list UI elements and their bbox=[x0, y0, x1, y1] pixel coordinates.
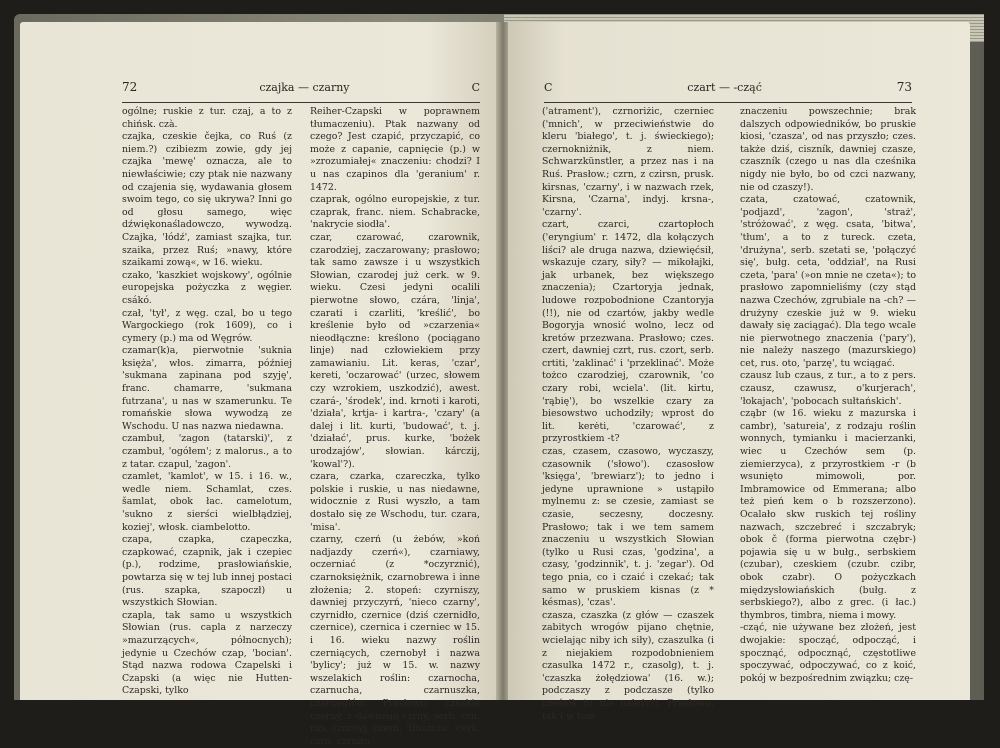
right-page bbox=[508, 22, 970, 722]
entry: znaczeniu powszechnie; brak dalszych odpowiedników, bo pruskie kiosi, 'czasza', od nas przyszło; czes. także dziś, ciszník, dawniej czasze, czaszník (czego u nas dla cześnika nigdy nie było, bo od czci nazwany, nie od czaszy!). bbox=[740, 106, 916, 193]
left-page-range: czajka — czarny bbox=[259, 81, 350, 94]
entry: -cząć, nie używane bez złożeń, jest dwojakie: spocząć, odpocząć, i spocznąć, odpocznąć, częstotliwe spoczywać, odpoczywać, co z koić, pokój w bezpośrednim związku; czę- bbox=[740, 622, 916, 684]
entry: czako, 'kaszkiet wojskowy', ogólnie europejska pożyczka z węgier. csákó. bbox=[122, 269, 292, 306]
entry: Reiher-Czapski w poprawnem tłumaczeniu). Ptak nazwany od czego? Jest czapić, przyczapić, co może z capanie, capnięcie (p.) w »zrozumiałej« znaczeniu: chodzi? I u nas czapinos dla 'geranium' r. 1472. bbox=[310, 106, 480, 193]
entry: czamlet, 'kamlot', w 15. i 16. w., wedle niem. Schamlat, czes. šamlat, obok łac. camelotum, 'sukno z sierści wielbłądziej, koziej', włosk. ciambelotto. bbox=[122, 471, 292, 533]
entry: czas, czasem, czasowo, wyczaszy, czasownik ('słowo'). czasosłow 'księga', 'brewiarz'); to jedno i jedyne uprawnione » ustąpiło mylnemu z: se czesie, zamiast se czasie, seczesny, doczesny. Prasłowo; tak i we tem samem znaczeniu u wszystkich Słowian (tylko u Rusi czas, 'godzina', a czasy, 'godzinnik', t. j. 'zegar'). Od tego pnia, co i czaić i czekać; tak samo w pruskiem kisnas (z * késmas), 'czas'. bbox=[542, 446, 714, 609]
entry: czambuł, 'zagon (tatarski)', z czambuł, 'ogółem'; z malorus., a to z tatar. czapul, 'zagon'. bbox=[122, 433, 292, 470]
entry: czapla, tak samo u wszystkich Słowian (rus. capla z narzeczy »mazurzących«, północnych); jedynie u Czechów czap, 'bocian'. Stąd nazwa rodowa Czapelski i Czapski (a więc nie Hutten-Czapski, tylko bbox=[122, 609, 292, 697]
right-section-letter: C bbox=[544, 81, 553, 94]
right-running-head bbox=[544, 80, 912, 103]
entry: ogólne; ruskie z tur. czaj, a to z chińsk. czà. bbox=[122, 106, 292, 130]
entry: czał, 'tył', z węg. czal, bo u tego Wargockiego (rok 1609), co i cymery (p.) ma od Węgrów. bbox=[122, 307, 292, 344]
entry: ('atrament'), czrnoriżic, czerniec ('mnich', w przeciwieństwie do kleru 'białego', t. j. świeckiego); czernokniżnik, z niem. Schwarzkünstler, a przez nas i na Ruś. Prasłow.; czrn, z czirsn, prusk. kirsnas, 'czarny', i w nazwach rzek, Kirsna, 'Czarna', indyj. krsna-, 'czarny'. bbox=[542, 106, 714, 218]
entry: czarny, czerń (u żebów, »koń nadjazdy czerń«), czarniawy, oczerniać (z *oczyrznić), czarnoksiężnik, czarnobrewa i inne złożenia; 2. stopeń: czyrniszy, dawniej przyczyrń, 'nieco czarny', czyrnidło, czernice (dziś czernidło, czernice), czernica i czerniec w 15. i 16. wieku nazwy roślin czerniących, czernobył i nazwa 'bylicy'; już w 15. w. nazwy wszelakich roślin: czarnocha, czarnucha, czarnuszka, czarnogłów. Prasłowo; czeskie czerný, z dawnego czrny, serb. crn, rus. czornyj, czerń, 'tłuszcza', cerk. czrn, czrnito bbox=[310, 534, 480, 747]
right-column-b bbox=[740, 106, 916, 685]
entry: czapa, czapka, czapeczka, czapkować, czapnik, jak i czepiec (p.), rodzime, prasłowiańskie, powtarza się w tej lub innej postaci (rus. szapka, szapoczł) u wszystkich Słowian. bbox=[122, 534, 292, 609]
left-page-number: 72 bbox=[122, 80, 138, 94]
entry: czaprak, ogólno europejskie, z tur. czaprak, franc. niem. Schabracke, 'nakrycie siodła'. bbox=[310, 194, 480, 231]
right-page-number: 73 bbox=[896, 80, 912, 94]
right-column-a bbox=[542, 106, 714, 723]
left-page bbox=[20, 22, 498, 747]
entry: czausz lub czaus, z tur., a to z pers. czausz, czawusz, o'kurjerach', 'łokajach', 'pobocach sułtańskich'. bbox=[740, 370, 916, 407]
entry: czar, czarować, czarownik, czarodziej, zaczarowany; prasłowo; tak samo zawsze i u wszystkich Słowian, czarodej już cerk. w 9. wieku. Czesi jedyni ocalili pierwotne słowo, czára, 'linja', czarati i czarliti, 'kreślić', bo kreślenie było od »czarzenia« nieodłączne: kreślono (pociągano linje) nad człowiekiem przy zamawianiu. Lit. keras, 'czar', kereti, 'oczarować' (urzec, słowem czy wzrokiem, uszkodzić), awest. czará-, 'środek', ind. krnoti i karoti, 'działa', krtja- i kartra-, 'czary' (a dalej i lit. kurti, 'budować', t. j. 'działać', prus. kurke, 'bożek urodzajów', słowian. kárczij, 'kowal'?). bbox=[310, 231, 480, 470]
entry: czamar(k)a, pierwotnie 'suknia księża', włos. zimarra, później 'sukmana zapinana pod szyję', franc. chamarre, 'sukmana futrzana', u nas w szamerunku. Te romańskie słowa wywodzą ze Wschodu. U nas nazwa niedawna. bbox=[122, 345, 292, 432]
left-running-head bbox=[122, 80, 480, 103]
left-column-b bbox=[310, 106, 480, 748]
entry: czasza, czaszka (z głów — czaszek zabitych wrogów pijano chętnie, wcielając niby ich siły), czaszulka (i z niejakiem rozpodobnieniem czasulka 1472 r., czasolg), t. j. 'czaszka żołędziowa' (16. w.); podczaszy z podczasze (tylko cześnik tu nie należy!). Prasłowo; tak i w tem bbox=[542, 609, 714, 722]
entry: cząbr (w 16. wieku z mazurska i cambr), 'satureia', z rodzaju roślin wonnych, tymianku i macierzanki, wiec u Czechów sem (p. ziemierzyca), z przyrostkiem -r (b wsunięto mimowoli, por. Imbramowice od Emmerana; albo też pień kem o b rozszerzono). Ocalało skw ruskich tej rośliny nazwach, szczebreć i szczabryk; obok č (forma pierwotna czębr-) pojawia się u w bułg., serbskiem (czubar), czeskiem (czubr. czibr, obok czabr). O pożyczkach międzysłowiańskich (bułg. z serbskiego?), albo z grec. (i łac.) thymbros, timbra, niema i mowy. bbox=[740, 408, 916, 621]
left-section-letter: C bbox=[471, 81, 480, 94]
entry: czajka, czeskie čejka, co Ruś (z niem.?) czibiezm zowie, gdy jej czajka 'mewę' oznacza, ale to niewłaściwie; czy ptak nie nazwany od czajenia się, wydawania głosem swoim tego, co się ukrywa? Inni go od głosu samego, więc dźwiękonaśladowczo, wywodzą. Czajka, 'łódź', zamiast szajka, tur. szaika, przez Ruś; »nawy, które szaikami zową«, w 16. wieku. bbox=[122, 131, 292, 269]
entry: czata, czatować, czatownik, 'podjazd', 'zagon', 'straż', 'stróżować', z węg. csata, 'bitwa', 'tłum', a to z tureck. czeta, 'drużyna', serb. szetati se, 'połączyć się', bułg. ceta, 'oddział', na Rusi czeta, 'para' (»on mnie ne czeta«); to prasłowo zapomnieliśmy (czy stąd nazwa Czechów, zgrubiale na -ch? — drużyny czeskie już w 9. wieku dawały się zaciągać). Dla tego wcale nie pierwotnego znaczenia ('pary'), nie należy naszego (mazurskiego) cet, rus. oto, 'parzę', tu wciągać. bbox=[740, 194, 916, 369]
entry: czart, czarci, czartopłoch ('eryngium' r. 1472, dla kołączych liści? ale druga nazwa, dziewięćsił, wskazuje czary, siły? — mikołajki, jak urbanek, bez większego znaczenia); Czartoryja jednak, ludowe rozpobodnione Czantoryja (!!), nie od czartów, jakby wedle Bogoryja wnosić wolno, lecz od kretów przezwana. Prasłowo; czes. czert, dawniej czrt, rus. czort, serb. crtiti, 'zaklinać' i 'przeklinać'. Może tożco czarodziej, czarownik, 'co czary robi, wciela'. (lit. kirtu, 'rąbię'), bo wszelkie czary za biesowstwo uchodziły; wprost do lit. kerėti, 'czarować', z przyrostkiem -t? bbox=[542, 219, 714, 445]
right-page-range: czart — -cząć bbox=[687, 81, 762, 94]
entry: czara, czarka, czareczka, tylko polskie i ruskie, u nas niedawne, widocznie z Rusi wyszło, a tam dostało się ze Wschodu, tur. czara, 'misa'. bbox=[310, 471, 480, 533]
left-column-a bbox=[122, 106, 292, 698]
